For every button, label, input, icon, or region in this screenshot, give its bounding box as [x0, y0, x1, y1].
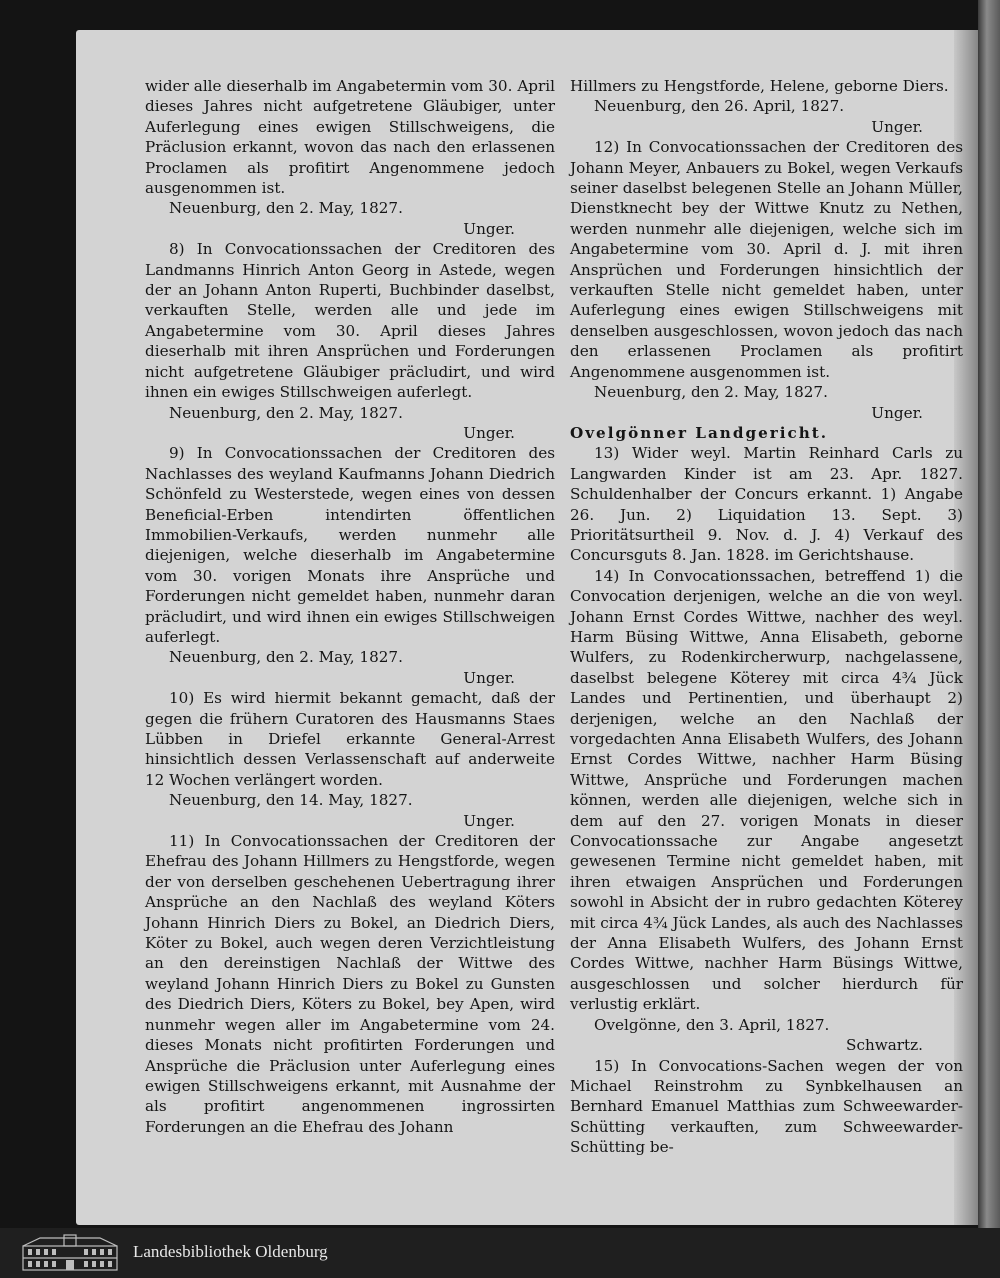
signature: Unger.: [871, 117, 923, 136]
dateline: Ovelgönne, den 3. April, 1827.: [594, 1015, 830, 1034]
signature: Unger.: [871, 403, 923, 422]
dateline: Neuenburg, den 26. April, 1827.: [594, 97, 845, 116]
library-building-icon: [20, 1234, 120, 1272]
signature: Unger.: [463, 219, 515, 238]
notice-14: 14) In Convocationssachen, betreffend 1) die Convocation derjenigen, welche an die von weyl. Johann Ernst Cordes Wittwe, nachher des weyl. Harm Büsing Wittwe, Anna Elisabeth, geborne Wulfers, zu Rodenkircherwurp, nachgelassene, daselbst belegene Köterey mit circa 4¾ Jück Landes und Pertinentien, und überhaupt 2) derjenigen, welche an den Nachlaß der vorgedachten Anna Elisabeth Wulfers, des Johann Ernst Cordes Wittwe, nachher Harm Büsing Wittwe, Ansprüche und Forderungen machen können, werden alle diejenigen, welche sich in dem auf den 27. vorigen Monats in dieser Convocationssache zur Angabe angesetzt gewesenen Termine nicht gemeldet haben, mit ihren etwaigen Ansprüchen und Forderungen sowohl in Absicht der in rubro gedachten Köterey mit circa 4¾ Jück Landes, als auch des Nachlasses der Anna Elisabeth Wulfers, des Johann Ernst Cordes Wittwe, nachher Harm Büsings Wittwe, ausgeschlossen und solcher hierdurch für verlustig erklärt.: [570, 566, 963, 1014]
footer-bar: [0, 1228, 1000, 1278]
notice-10: 10) Es wird hiermit bekannt gemacht, daß der gegen die frühern Curatoren des Hausmanns Staes Lübben in Driefel erkannte General-Arrest hinsichtlich dessen Verlassenschaft auf anderweite 12 Wochen verlängert worden.: [145, 689, 555, 789]
notice-13: 13) Wider weyl. Martin Reinhard Carls zu Langwarden Kinder ist am 23. Apr. 1827. Schuldenhalber der Concurs erkannt. 1) Angabe 26. Jun. 2) Liquidation 13. Sept. 3) Prioritätsurtheil 9. Nov. d. J. 4) Verkauf des Concursguts 8. Jan. 1828. im Gerichtshause.: [570, 444, 963, 565]
notice-15: 15) In Convocations-Sachen wegen der von Michael Reinstrohm zu Synbkelhausen an Bernhard Emanuel Matthias zum Schweewarder-Schütting verkauften, zum Schweewarder-Schütting be-: [570, 1056, 963, 1157]
signature: Schwartz.: [846, 1036, 923, 1055]
notice-11-continuation: Hillmers zu Hengstforde, Helene, geborne Diers.: [570, 77, 949, 95]
signature: Unger.: [463, 423, 515, 442]
notice-8: 8) In Convocationssachen der Creditoren des Landmanns Hinrich Anton Georg in Astede, wegen der an Johann Anton Ruperti, Buchbinder daselbst, verkauften Stelle, werden alle und jede im Angabetermine vom 30. April dieses Jahres dieserhalb mit ihren Ansprüchen und Forderungen nicht aufgetretene Gläubiger präcludirt, und wird ihnen ein ewiges Stillschweigen auferlegt.: [145, 240, 555, 402]
notice-9: 9) In Convocationssachen der Creditoren des Nachlasses des weyland Kaufmanns Johann Diedrich Schönfeld zu Westerstede, wegen eines von dessen Beneficial-Erben intendirten öffentlichen Immobilien-Verkaufs, werden nunmehr alle diejenigen, welche dieserhalb im Angabetermine vom 30. vorigen Monats ihre Ansprüche und Forderungen nicht gemeldet haben, nunmehr daran präcludirt, und wird ihnen ein ewiges Stillschweigen auferlegt.: [145, 444, 555, 646]
right-column: [570, 76, 963, 1158]
notice-12: 12) In Convocationssachen der Creditoren des Johann Meyer, Anbauers zu Bokel, wegen Verkaufs seiner daselbst belegenen Stelle an Johann Müller, Dienstknecht bey der Wittwe Knutz zu Nethen, werden nunmehr alle diejenigen, welche sich im Angabetermine vom 30. April d. J. mit ihren Ansprüchen und Forderungen hinsichtlich der verkauften Stelle nicht gemeldet haben, unter Auferlegung eines ewigen Stillschweigens mit denselben ausgeschlossen, wovon jedoch das nach den erlassenen Proclamen als profitirt Angenommene ausgenommen ist.: [570, 138, 963, 381]
dateline: Neuenburg, den 2. May, 1827.: [169, 403, 403, 422]
book-spine-edge: [978, 0, 1000, 1228]
left-column: [145, 76, 555, 1137]
library-name: Landesbibliothek Oldenburg: [133, 1242, 328, 1261]
dateline: Neuenburg, den 2. May, 1827.: [169, 648, 403, 667]
dateline: Neuenburg, den 2. May, 1827.: [594, 383, 828, 402]
section-heading: Ovelgönner Landgericht.: [570, 423, 829, 442]
signature: Unger.: [463, 668, 515, 687]
dateline: Neuenburg, den 2. May, 1827.: [169, 199, 403, 218]
signature: Unger.: [463, 811, 515, 830]
notice-11: 11) In Convocationssachen der Creditoren der Ehefrau des Johann Hillmers zu Hengstforde, wegen der von derselben geschehenen Uebertragung ihrer Ansprüche an den Nachlaß des weyland Köters Johann Hinrich Diers zu Bokel, an Diedrich Diers, Köter zu Bokel, auch wegen deren Verzichtleistung an den dereinstigen Nachlaß der Wittwe des weyland Johann Hinrich Diers zu Bokel zu Gunsten des Diedrich Diers, Köters zu Bokel, bey Apen, wird nunmehr wegen aller im Angabetermine vom 24. dieses Monats nicht profitirten Forderungen und Ansprüche die Präclusion unter Auferlegung eines ewigen Stillschweigens erkannt, mit Ausnahme der als profitirt angenommenen ingrossirten Forderungen an die Ehefrau des Johann: [145, 832, 555, 1136]
notice-7-continuation: wider alle dieserhalb im Angabetermin vom 30. April dieses Jahres nicht aufgetretene Gläubiger, unter Auferlegung eines ewigen Stillschweigens, die Präclusion erkannt, wovon das nach den erlassenen Proclamen als profitirt Angenommene jedoch ausgenommen ist.: [145, 77, 555, 198]
dateline: Neuenburg, den 14. May, 1827.: [169, 791, 413, 810]
